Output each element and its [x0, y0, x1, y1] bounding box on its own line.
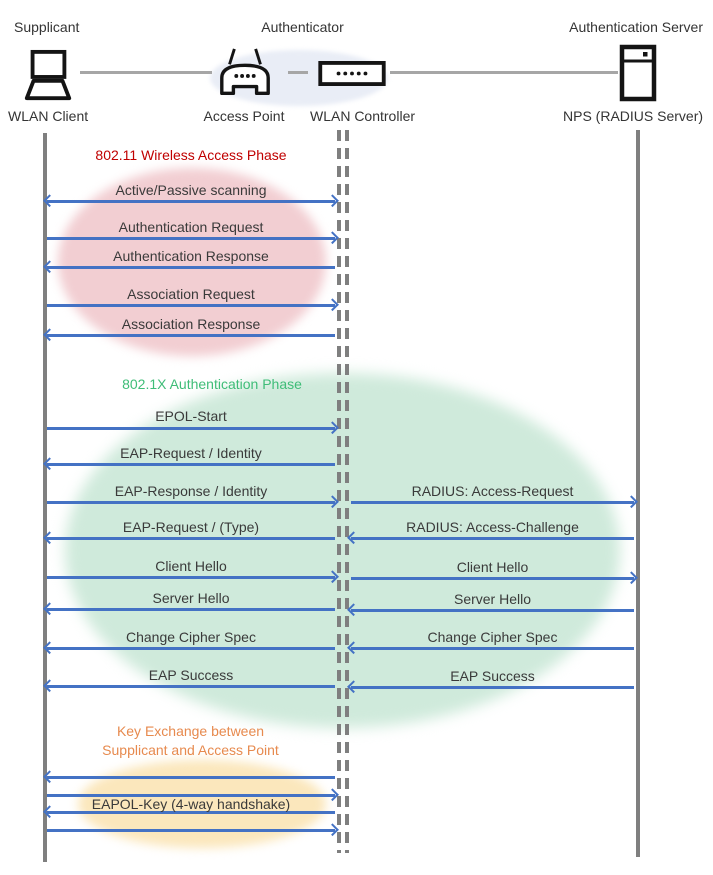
- message-arrow: [47, 647, 335, 650]
- lifeline-wlan-controller-right: [345, 130, 349, 853]
- lifeline-nps-server: [636, 130, 640, 857]
- phase3-title-line2: Supplicant and Access Point: [102, 742, 279, 758]
- message-arrow: [47, 576, 335, 579]
- message-arrow: [47, 334, 335, 337]
- connector-controller-server: [390, 71, 618, 74]
- role-authenticator-label: Authenticator: [261, 19, 344, 35]
- message-arrow: [47, 237, 335, 240]
- message-arrow: [47, 304, 335, 307]
- device-nps-label: NPS (RADIUS Server): [563, 108, 704, 124]
- laptop-icon: [17, 49, 79, 103]
- message-arrow: [351, 537, 634, 540]
- message-label: Active/Passive scanning: [115, 182, 267, 198]
- message-arrow: [47, 427, 335, 430]
- message-arrow: [47, 608, 335, 611]
- server-icon: [619, 44, 657, 102]
- device-wlan-controller-label: WLAN Controller: [309, 108, 416, 124]
- message-arrow: [47, 200, 335, 203]
- message-label: Server Hello: [453, 591, 532, 607]
- message-arrow: [47, 463, 335, 466]
- message-label: RADIUS: Access-Request: [411, 483, 574, 499]
- message-label: EAP Success: [148, 667, 234, 683]
- message-arrow: [351, 686, 634, 689]
- wlan-controller-icon: [318, 61, 386, 86]
- key-exchange-arrow: [47, 829, 335, 832]
- device-wlan-client-label: WLAN Client: [8, 108, 89, 124]
- message-arrow: [351, 501, 634, 504]
- message-arrow: [351, 577, 634, 580]
- message-arrow: [351, 609, 634, 612]
- message-label: RADIUS: Access-Challenge: [406, 519, 579, 535]
- message-label: Server Hello: [152, 590, 230, 606]
- key-exchange-label: EAPOL-Key (4-way handshake): [91, 796, 291, 812]
- message-label: Association Response: [121, 316, 261, 332]
- role-auth-server-label: Authentication Server: [569, 19, 703, 35]
- message-label: Change Cipher Spec: [126, 629, 256, 645]
- key-exchange-arrow: [47, 776, 335, 779]
- message-label: Association Request: [127, 286, 255, 302]
- message-label: Client Hello: [155, 558, 227, 574]
- device-access-point-label: Access Point: [203, 108, 285, 124]
- phase3-title-line1: Key Exchange between: [116, 723, 265, 739]
- connector-client-ap: [80, 71, 212, 74]
- message-label: EAP-Response / Identity: [114, 483, 268, 499]
- message-label: Authentication Response: [113, 248, 269, 264]
- message-label: EPOL-Start: [155, 408, 227, 424]
- phase2-title: 802.1X Authentication Phase: [122, 376, 302, 392]
- access-point-icon: [214, 46, 276, 104]
- connector-ap-controller: [288, 71, 308, 74]
- message-label: Change Cipher Spec: [427, 629, 558, 645]
- message-label: Authentication Request: [118, 219, 264, 235]
- message-arrow: [351, 647, 634, 650]
- message-arrow: [47, 501, 335, 504]
- phase1-title: 802.11 Wireless Access Phase: [95, 147, 287, 163]
- message-arrow: [47, 266, 335, 269]
- message-label: EAP-Request / (Type): [122, 519, 260, 535]
- role-supplicant-label: Supplicant: [14, 19, 80, 35]
- message-label: EAP Success: [450, 668, 535, 684]
- phase3-title: [88, 722, 293, 760]
- message-arrow: [47, 685, 335, 688]
- message-label: EAP-Request / Identity: [120, 445, 262, 461]
- message-label: Client Hello: [456, 559, 529, 575]
- message-arrow: [47, 537, 335, 540]
